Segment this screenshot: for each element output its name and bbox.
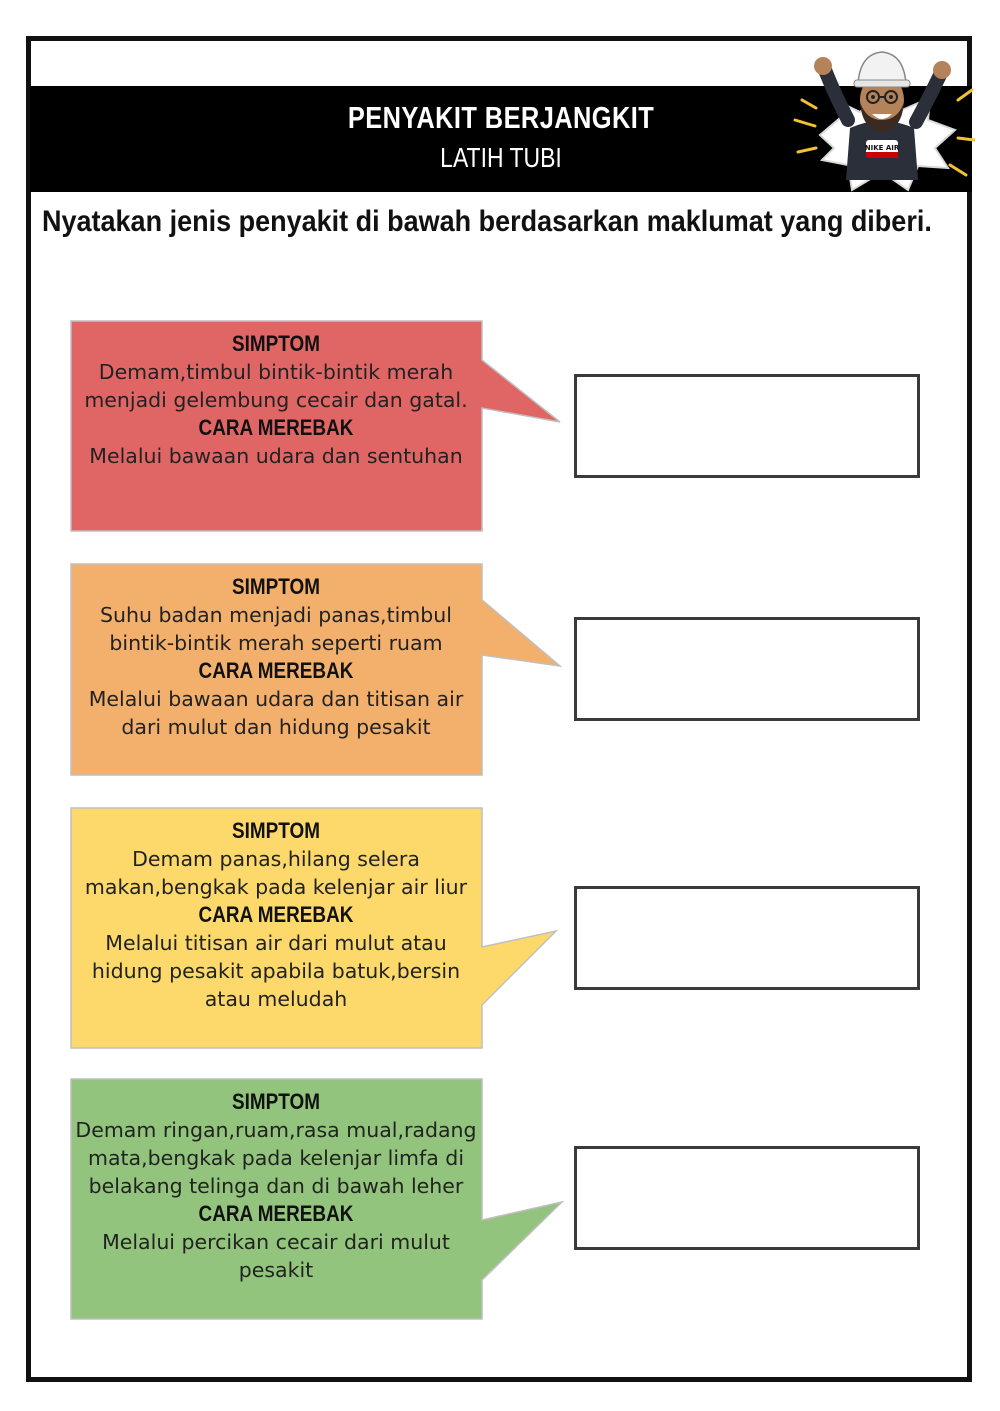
symptom-heading: SIMPTOM: [232, 331, 320, 356]
spread-text: Melalui percikan cecair dari mulut pesakit: [102, 1230, 450, 1282]
spread-text: Melalui bawaan udara dan sentuhan: [89, 444, 463, 468]
answer-input-3[interactable]: [574, 886, 920, 990]
disease-card-4: [70, 1078, 570, 1320]
symptom-text: Suhu badan menjadi panas,timbul bintik-bintik merah seperti ruam: [100, 603, 452, 655]
spread-heading: CARA MEREBAK: [198, 1201, 354, 1226]
symptom-heading: SIMPTOM: [232, 574, 320, 599]
svg-text:NIKE AIR: NIKE AIR: [864, 144, 900, 152]
symptom-text: Demam,timbul bintik-bintik merah menjadi gelembung cecair dan gatal.: [84, 360, 468, 412]
page-title: PENYAKIT BERJANGKIT: [347, 100, 655, 135]
spread-heading: CARA MEREBAK: [198, 658, 354, 683]
spread-text: Melalui bawaan udara dan titisan air dari mulut dan hidung pesakit: [88, 687, 464, 739]
spread-heading: CARA MEREBAK: [198, 415, 354, 440]
symptom-text: Demam panas,hilang selera makan,bengkak pada kelenjar air liur: [84, 847, 468, 899]
answer-input-1[interactable]: [574, 374, 920, 478]
answer-input-4[interactable]: [574, 1146, 920, 1250]
spread-text: Melalui titisan air dari mulut atau hidung pesakit apabila batuk,bersin atau meludah: [91, 931, 461, 1011]
symptom-heading: SIMPTOM: [232, 818, 320, 843]
disease-card-3: [70, 807, 570, 1049]
avatar: [790, 40, 975, 200]
answer-input-2[interactable]: [574, 617, 920, 721]
spread-heading: CARA MEREBAK: [198, 902, 354, 927]
symptom-heading: SIMPTOM: [232, 1089, 320, 1114]
instruction-text: Nyatakan jenis penyakit di bawah berdasarkan maklumat yang diberi.: [42, 205, 932, 238]
page-subtitle: LATIH TUBI: [440, 142, 562, 173]
disease-card-1: [70, 320, 570, 532]
symptom-text: Demam ringan,ruam,rasa mual,radang mata,bengkak pada kelenjar limfa di belakang telinga dan di bawah leher: [75, 1118, 477, 1198]
disease-card-2: [70, 563, 570, 776]
